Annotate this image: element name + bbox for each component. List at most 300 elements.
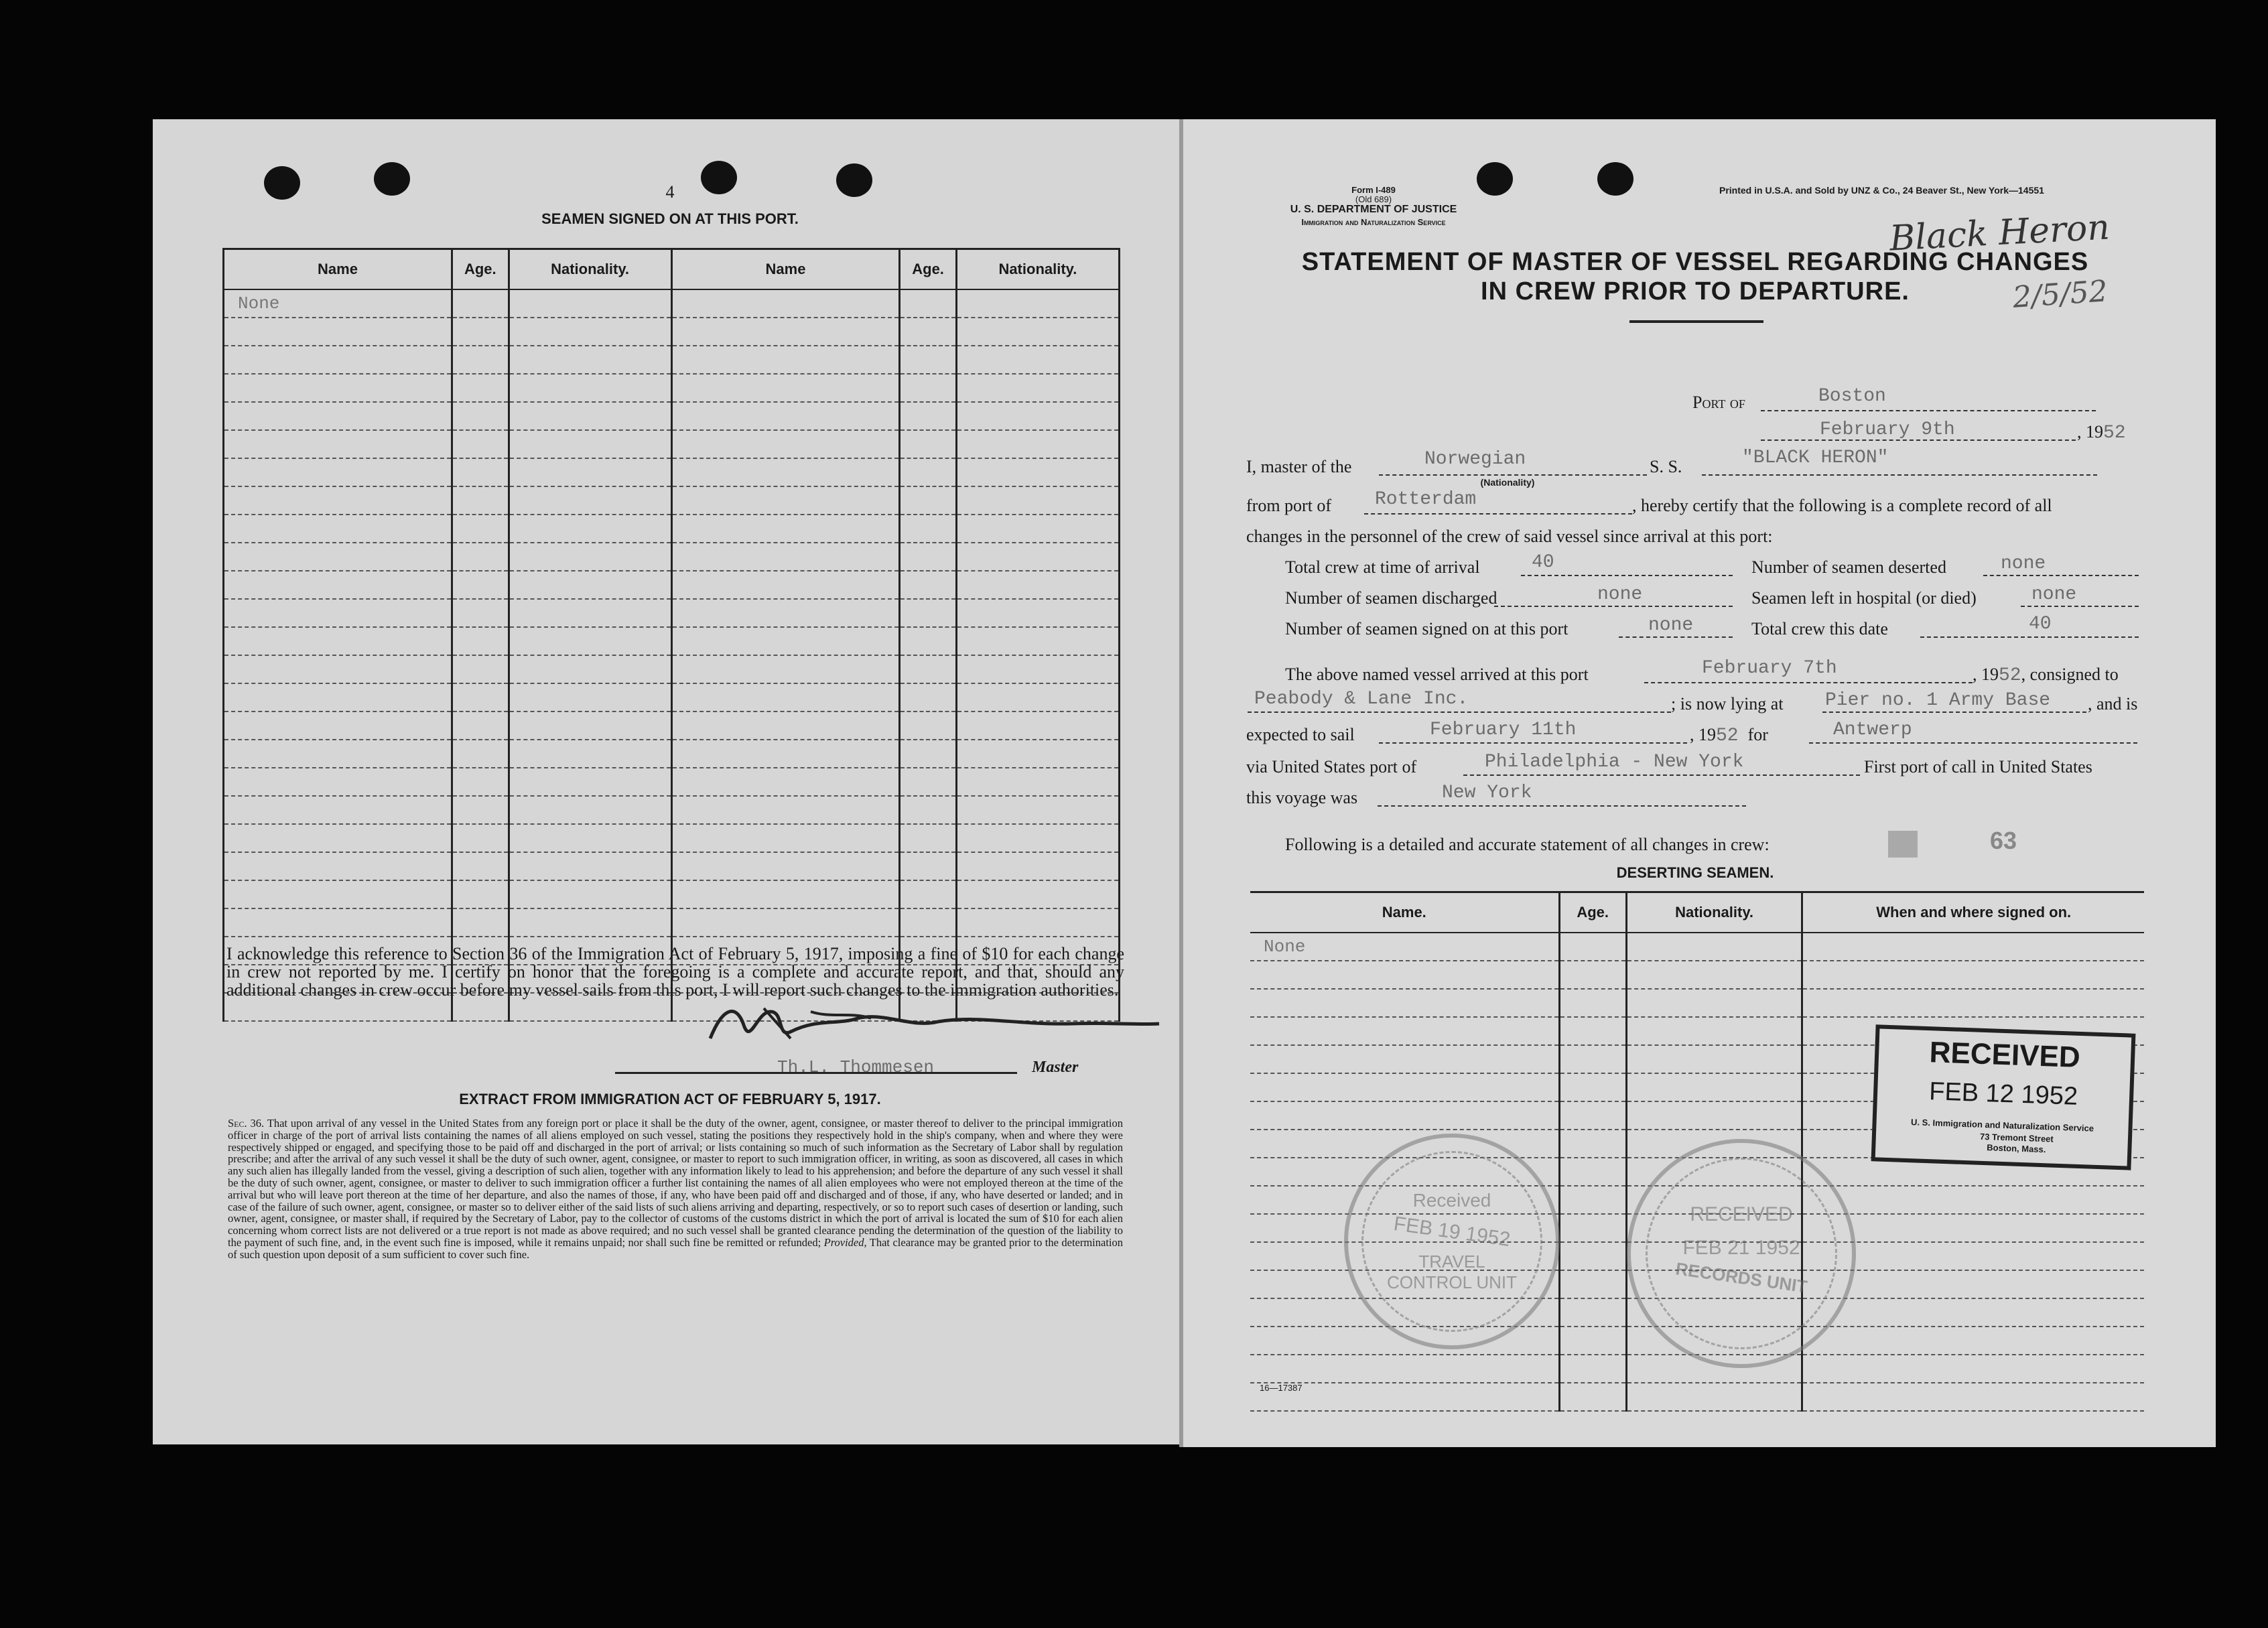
table-cell <box>671 683 900 711</box>
table-cell <box>900 683 957 711</box>
table-cell <box>671 627 900 655</box>
destination-line <box>1809 742 2137 744</box>
arrived-value: February 7th <box>1702 658 1837 679</box>
table-cell <box>224 318 452 346</box>
table-cell <box>452 346 509 374</box>
col-age: Age. <box>452 249 509 290</box>
table-cell <box>900 486 957 515</box>
form-title-line1: STATEMENT OF MASTER OF VESSEL REGARDING CHANGES <box>1301 248 2089 276</box>
table-cell <box>900 599 957 627</box>
table-cell <box>224 346 452 374</box>
table-cell <box>509 880 671 908</box>
table-cell <box>1559 1045 1626 1073</box>
table-cell <box>224 374 452 402</box>
extract-text: That upon arrival of any vessel in the United States from any foreign port or place it shall be the duty of the owner, agent, consignee, or master thereof to deliver to the principal immigration officer in charge of the port of arrival lists containing the names of all aliens employed on such vessel, stating the positions they respectively hold in the ship's company, when and where they were respectively shipped or engaged, and specifying those to be paid off and discharged in the port of arrival; or lists containing so much of such information as the Secretary of Labor shall by regulation prescribe; and after the arrival of any such vessel it shall be the duty of such owner, agent, consignee, or master to report to such immigration officer, in writing, as soon as discovered, all cases in which any such alien has illegally landed from the vessel, giving a description of such alien, together with any information likely to lead to his apprehension; and before the departure of any such vessel it shall be the duty of such owner, agent, consignee, or master to deliver to such immigration officer a further list containing the names of all alien employees who were not employed thereon at the time of the arrival but who will leave port thereon at the time of her departure, and also the names of those, if any, who have been paid off and discharged and of those, if any, who have deserted or landed; and in case of the failure of such owner, agent, consignee, or master so to deliver either of the said lists of such aliens arriving and departing, respectively, or so to report such cases of desertion or landing, such owner, agent, consignee, or master shall, if required by the Secretary of Labor, pay to the collector of customs of the customs district in which the port of arrival is located the sum of $10 for each alien concerning whom correct lists are not delivered or a true report is not made as above required; and no such vessel shall be granted clearance pending the determination of the question of the liability to the payment of such fine, and, in the event such fine is imposed, while it remains unpaid; nor shall such fine be remitted or refunded; <box>228 1117 1123 1249</box>
signed-on-line <box>1619 636 1733 638</box>
table-cell <box>671 908 900 937</box>
table-cell <box>956 796 1119 824</box>
travel-control-stamp-date: FEB 19 1952 <box>1392 1212 1512 1251</box>
table-cell <box>671 852 900 880</box>
table-cell <box>1559 1270 1626 1298</box>
table-cell <box>224 740 452 768</box>
table-cell <box>956 768 1119 796</box>
table-cell <box>224 599 452 627</box>
table-cell <box>1626 1045 1802 1073</box>
table-cell <box>900 655 957 683</box>
acknowledgement-text: I acknowledge this reference to Section 36 of the Immigration Act of February 5, 1917, imposing a fine of $10 for each change in crew not reported by me. I certify on honor that the foregoing is a complete and accurate report, and that, should any additional changes in crew occur before my vessel sails from this port, I will report such changes to the immigration authorities. <box>226 944 1124 1000</box>
table-cell <box>671 318 900 346</box>
left-heading: SEAMEN SIGNED ON AT THIS PORT. <box>541 210 799 227</box>
total-crew-arrival-label: Total crew at time of arrival <box>1285 557 1480 577</box>
arrived-year-prefix: , 19 <box>1973 665 1999 684</box>
punch-hole <box>264 166 300 200</box>
consignee-line <box>1248 711 1671 713</box>
table-cell <box>452 655 509 683</box>
table-cell <box>956 571 1119 599</box>
table-cell <box>671 289 900 318</box>
from-port-line <box>1364 513 1632 515</box>
first-port-label: First port of call in United States <box>1864 757 2092 776</box>
arrived-year-wrap <box>1973 665 2119 686</box>
table-cell <box>509 346 671 374</box>
table-cell <box>956 711 1119 740</box>
received-stamp-office: U. S. Immigration and Naturalization Service <box>1910 1117 2094 1134</box>
table-cell <box>671 571 900 599</box>
page-number: 4 <box>665 182 675 202</box>
from-port-label: from port of <box>1246 496 1332 515</box>
table-cell <box>671 515 900 543</box>
table-cell <box>509 711 671 740</box>
table-cell <box>956 458 1119 486</box>
table-cell <box>509 655 671 683</box>
table-cell <box>224 543 452 571</box>
table-cell <box>509 852 671 880</box>
table-cell <box>452 880 509 908</box>
discharged-value: none <box>1597 584 1643 605</box>
sec-label: Sec. 36. <box>228 1117 265 1130</box>
date-year: 52 <box>2103 423 2126 444</box>
ss-label: S. S. <box>1650 457 1682 476</box>
table-cell <box>900 318 957 346</box>
table-cell <box>956 515 1119 543</box>
nationality-value: Norwegian <box>1424 449 1526 470</box>
handwritten-date: 2/5/52 <box>2011 274 2109 315</box>
travel-control-stamp <box>1344 1134 1560 1349</box>
table-row <box>224 374 1120 402</box>
col-when-where: When and where signed on. <box>1802 892 2144 933</box>
table-cell <box>1802 1186 2144 1214</box>
total-crew-arrival-value: 40 <box>1532 552 1554 573</box>
received-stamp-title: RECEIVED <box>1928 1036 2081 1074</box>
table-cell <box>956 852 1119 880</box>
table-cell <box>452 430 509 458</box>
table-cell <box>1626 1383 1802 1411</box>
lying-line <box>1822 711 2086 713</box>
certify-text-2: changes in the personnel of the crew of said vessel since arrival at this port: <box>1246 527 1773 546</box>
table-cell <box>224 486 452 515</box>
table-cell <box>956 346 1119 374</box>
destination-value: Antwerp <box>1833 720 1912 740</box>
table-cell <box>1559 1101 1626 1130</box>
title-rule <box>1629 320 1763 323</box>
table-cell <box>452 515 509 543</box>
sail-year: 52 <box>1716 726 1739 746</box>
table-cell <box>671 346 900 374</box>
hospital-line <box>2021 606 2139 607</box>
table-cell <box>671 430 900 458</box>
table-cell <box>224 430 452 458</box>
table-cell <box>1559 1017 1626 1045</box>
table-cell <box>452 711 509 740</box>
table-row <box>224 458 1120 486</box>
table-cell <box>956 655 1119 683</box>
table-cell <box>452 374 509 402</box>
table-cell <box>956 374 1119 402</box>
table-cell <box>452 683 509 711</box>
table-cell <box>956 289 1119 318</box>
table-cell <box>452 768 509 796</box>
received-stamp-address1: 73 Tremont Street <box>1979 1131 2054 1144</box>
table-cell <box>224 711 452 740</box>
table-cell <box>452 543 509 571</box>
table-row <box>224 318 1120 346</box>
table-cell <box>1802 1298 2144 1327</box>
deserted-label: Number of seamen deserted <box>1751 557 1946 577</box>
table-cell <box>956 880 1119 908</box>
table-cell <box>1559 933 1626 961</box>
table-cell <box>452 458 509 486</box>
table-cell <box>1559 1186 1626 1214</box>
table-cell <box>671 796 900 824</box>
hospital-value: none <box>2031 584 2077 605</box>
table-row <box>224 655 1120 683</box>
table-cell <box>509 374 671 402</box>
table-row <box>224 683 1120 711</box>
table-row <box>224 289 1120 318</box>
table-cell <box>900 402 957 430</box>
col-nationality-2: Nationality. <box>956 249 1119 290</box>
seamen-signed-on-table <box>222 248 1120 1022</box>
table-row <box>224 346 1120 374</box>
date-year-label <box>2077 422 2126 444</box>
certify-text: , hereby certify that the following is a complete record of all <box>1632 496 2052 515</box>
table-cell <box>1559 1130 1626 1158</box>
table-cell <box>509 486 671 515</box>
table-cell <box>452 571 509 599</box>
table-cell <box>671 486 900 515</box>
table-cell <box>1559 989 1626 1017</box>
date-value: February 9th <box>1820 419 1955 440</box>
table-cell <box>452 486 509 515</box>
table-row <box>224 880 1120 908</box>
table-cell <box>900 571 957 599</box>
table-row <box>224 486 1120 515</box>
number-stamp-blot <box>1888 831 1918 858</box>
deserting-heading: DESERTING SEAMEN. <box>1616 864 1774 881</box>
printer-line: Printed in U.S.A. and Sold by UNZ & Co., 24 Beaver St., New York—14551 <box>1719 185 2044 196</box>
table-cell <box>900 852 957 880</box>
table-cell <box>1559 1073 1626 1101</box>
table-cell <box>509 740 671 768</box>
table-cell <box>1802 1327 2144 1355</box>
table-cell <box>452 289 509 318</box>
hospital-label: Seamen left in hospital (or died) <box>1751 588 1977 608</box>
punch-hole <box>1477 162 1513 196</box>
form-number: Form I-489 <box>1351 185 1396 195</box>
table-cell <box>956 318 1119 346</box>
table-cell <box>900 289 957 318</box>
table-cell <box>509 458 671 486</box>
table-row <box>224 515 1120 543</box>
table-cell <box>1626 961 1802 989</box>
signature-typed: Th.L. Thommesen <box>777 1057 935 1077</box>
table-row <box>1250 989 2144 1017</box>
table-cell <box>1559 1298 1626 1327</box>
table-row <box>224 402 1120 430</box>
total-crew-date-value: 40 <box>2029 614 2052 634</box>
master-signature <box>697 998 1166 1052</box>
table-cell <box>509 824 671 852</box>
table-cell <box>452 627 509 655</box>
table-cell <box>452 852 509 880</box>
discharged-line <box>1494 606 1733 607</box>
expected-value: February 11th <box>1430 720 1577 740</box>
table-cell <box>956 430 1119 458</box>
table-cell <box>1626 1017 1802 1045</box>
table-cell <box>956 543 1119 571</box>
col-name: Name. <box>1250 892 1559 933</box>
table-cell <box>671 374 900 402</box>
voyage-line <box>1378 805 1746 807</box>
records-unit-stamp <box>1627 1139 1856 1368</box>
table-row <box>224 824 1120 852</box>
received-stamp-date: FEB 12 1952 <box>1928 1077 2078 1111</box>
col-nationality: Nationality. <box>509 249 671 290</box>
table-cell <box>1250 1045 1559 1073</box>
table-cell <box>671 740 900 768</box>
table-cell <box>956 683 1119 711</box>
consigned-label: , consigned to <box>2021 665 2119 684</box>
table-cell <box>671 711 900 740</box>
table-cell <box>509 318 671 346</box>
total-crew-arrival-line <box>1521 575 1733 576</box>
via-label: via United States port of <box>1246 757 1417 776</box>
table-cell: None <box>1250 933 1559 961</box>
table-cell <box>224 796 452 824</box>
port-value: Boston <box>1818 386 1886 407</box>
table-cell <box>900 374 957 402</box>
punch-hole <box>374 162 410 196</box>
handwritten-vessel-name: Black Heron <box>1888 207 2111 259</box>
punch-hole <box>1597 162 1633 196</box>
table-cell <box>224 402 452 430</box>
table-cell <box>1250 1017 1559 1045</box>
table-cell <box>671 880 900 908</box>
table-row <box>224 543 1120 571</box>
expected-line <box>1379 742 1687 744</box>
total-crew-date-label: Total crew this date <box>1751 619 1888 638</box>
col-age: Age. <box>1559 892 1626 933</box>
table-cell <box>452 402 509 430</box>
table-cell <box>509 908 671 937</box>
table-cell <box>1626 1101 1802 1130</box>
col-nationality: Nationality. <box>1626 892 1802 933</box>
received-stamp-address2: Boston, Mass. <box>1987 1142 2046 1155</box>
table-cell <box>1559 1355 1626 1383</box>
table-row <box>224 627 1120 655</box>
table-cell <box>1802 961 2144 989</box>
table-cell <box>509 289 671 318</box>
lying-label: ; is now lying at <box>1671 694 1784 714</box>
table-cell <box>224 627 452 655</box>
table-cell <box>224 768 452 796</box>
table-cell <box>671 402 900 430</box>
sail-year-prefix: , 19 <box>1690 725 1716 744</box>
col-name: Name <box>224 249 452 290</box>
master-label: Master <box>1032 1059 1079 1076</box>
table-cell <box>956 824 1119 852</box>
table-cell <box>224 880 452 908</box>
table-cell <box>1559 1158 1626 1186</box>
table-cell <box>509 543 671 571</box>
travel-control-stamp-bottom: TRAVEL CONTROL UNIT <box>1386 1251 1518 1292</box>
table-cell <box>1559 961 1626 989</box>
table-cell <box>956 486 1119 515</box>
deserted-line <box>1983 575 2139 576</box>
consignee-value: Peabody & Lane Inc. <box>1254 689 1469 709</box>
table-row <box>224 599 1120 627</box>
service: Immigration and Naturalization Service <box>1301 217 1446 227</box>
via-line <box>1463 774 1860 776</box>
discharged-label: Number of seamen discharged <box>1285 588 1497 608</box>
table-cell <box>900 908 957 937</box>
table-cell <box>900 711 957 740</box>
table-row <box>1250 1383 2144 1411</box>
table-cell <box>1626 989 1802 1017</box>
voyage-value: New York <box>1442 783 1532 803</box>
lying-value: Pier no. 1 Army Base <box>1825 690 2051 711</box>
table-row <box>224 796 1120 824</box>
table-cell <box>1250 1355 1559 1383</box>
table-cell <box>900 740 957 768</box>
table-cell <box>671 824 900 852</box>
signed-on-value: none <box>1648 615 1694 636</box>
table-cell <box>900 430 957 458</box>
table-cell <box>1559 1214 1626 1242</box>
table-cell <box>1250 1101 1559 1130</box>
col-age-2: Age. <box>900 249 957 290</box>
table-cell <box>509 796 671 824</box>
arrived-label: The above named vessel arrived at this port <box>1285 665 1589 684</box>
form-title-line2: IN CREW PRIOR TO DEPARTURE. <box>1481 277 1910 306</box>
vessel-line <box>1702 474 2097 476</box>
table-cell <box>224 683 452 711</box>
year-prefix: , 19 <box>2077 422 2103 442</box>
table-cell <box>509 627 671 655</box>
extract-body <box>228 1117 1123 1261</box>
table-cell <box>1802 1355 2144 1383</box>
received-stamp-box <box>1871 1024 2136 1170</box>
records-unit-stamp-date: FEB 21 1952 <box>1682 1237 1800 1259</box>
extract-heading: EXTRACT FROM IMMIGRATION ACT OF FEBRUARY 5, 1917. <box>459 1091 881 1107</box>
master-of-label: I, master of the <box>1246 457 1352 476</box>
table-row <box>224 711 1120 740</box>
table-cell <box>900 515 957 543</box>
table-row <box>224 571 1120 599</box>
table-cell <box>509 402 671 430</box>
table-cell <box>1802 1383 2144 1411</box>
punch-hole <box>701 161 737 194</box>
table-cell <box>452 740 509 768</box>
nationality-caption: (Nationality) <box>1480 477 1535 488</box>
punch-hole <box>836 163 872 197</box>
table-cell <box>956 599 1119 627</box>
table-cell <box>900 824 957 852</box>
table-cell <box>509 599 671 627</box>
page-fold <box>1179 119 1183 1447</box>
and-is-label: , and is <box>2088 694 2138 714</box>
table-cell: None <box>224 289 452 318</box>
table-cell <box>1250 989 1559 1017</box>
table-cell <box>956 627 1119 655</box>
expected-label: expected to sail <box>1246 725 1355 744</box>
table-cell <box>509 515 671 543</box>
table-cell <box>1559 1383 1626 1411</box>
vessel-name: "BLACK HERON" <box>1742 448 1889 468</box>
port-line <box>1761 410 2096 411</box>
nationality-line <box>1379 474 1647 476</box>
table-cell <box>956 402 1119 430</box>
table-cell <box>452 908 509 937</box>
table-cell <box>452 824 509 852</box>
table-cell <box>1626 1073 1802 1101</box>
via-value: Philadelphia - New York <box>1485 752 1744 772</box>
table-cell <box>1250 1073 1559 1101</box>
old-form-number: (Old 689) <box>1355 194 1392 204</box>
sail-year-wrap <box>1690 725 1768 746</box>
footer-code: 16—17387 <box>1260 1383 1303 1393</box>
table-cell <box>1802 989 2144 1017</box>
from-port-value: Rotterdam <box>1375 489 1477 510</box>
table-cell <box>224 852 452 880</box>
table-cell <box>1250 961 1559 989</box>
signed-on-label: Number of seamen signed on at this port <box>1285 619 1569 638</box>
table-cell <box>224 655 452 683</box>
table-cell <box>452 796 509 824</box>
table-cell <box>956 740 1119 768</box>
table-cell <box>671 543 900 571</box>
following-label: Following is a detailed and accurate statement of all changes in crew: <box>1285 835 1770 854</box>
arrived-year: 52 <box>1999 665 2021 686</box>
table-cell <box>900 346 957 374</box>
table-cell <box>900 543 957 571</box>
voyage-label: this voyage was <box>1246 788 1358 807</box>
table-cell <box>224 458 452 486</box>
table-cell <box>671 458 900 486</box>
table-cell <box>671 599 900 627</box>
total-crew-date-line <box>1920 636 2139 638</box>
records-unit-stamp-bottom: RECORDS UNIT <box>1674 1258 1809 1297</box>
table-cell <box>1559 1327 1626 1355</box>
table-cell <box>956 908 1119 937</box>
for-label: for <box>1747 725 1768 744</box>
department: U. S. DEPARTMENT OF JUSTICE <box>1290 204 1457 215</box>
table-cell <box>452 599 509 627</box>
table-row <box>1250 961 2144 989</box>
table-cell <box>224 515 452 543</box>
col-name-2: Name <box>671 249 900 290</box>
table-row <box>224 740 1120 768</box>
